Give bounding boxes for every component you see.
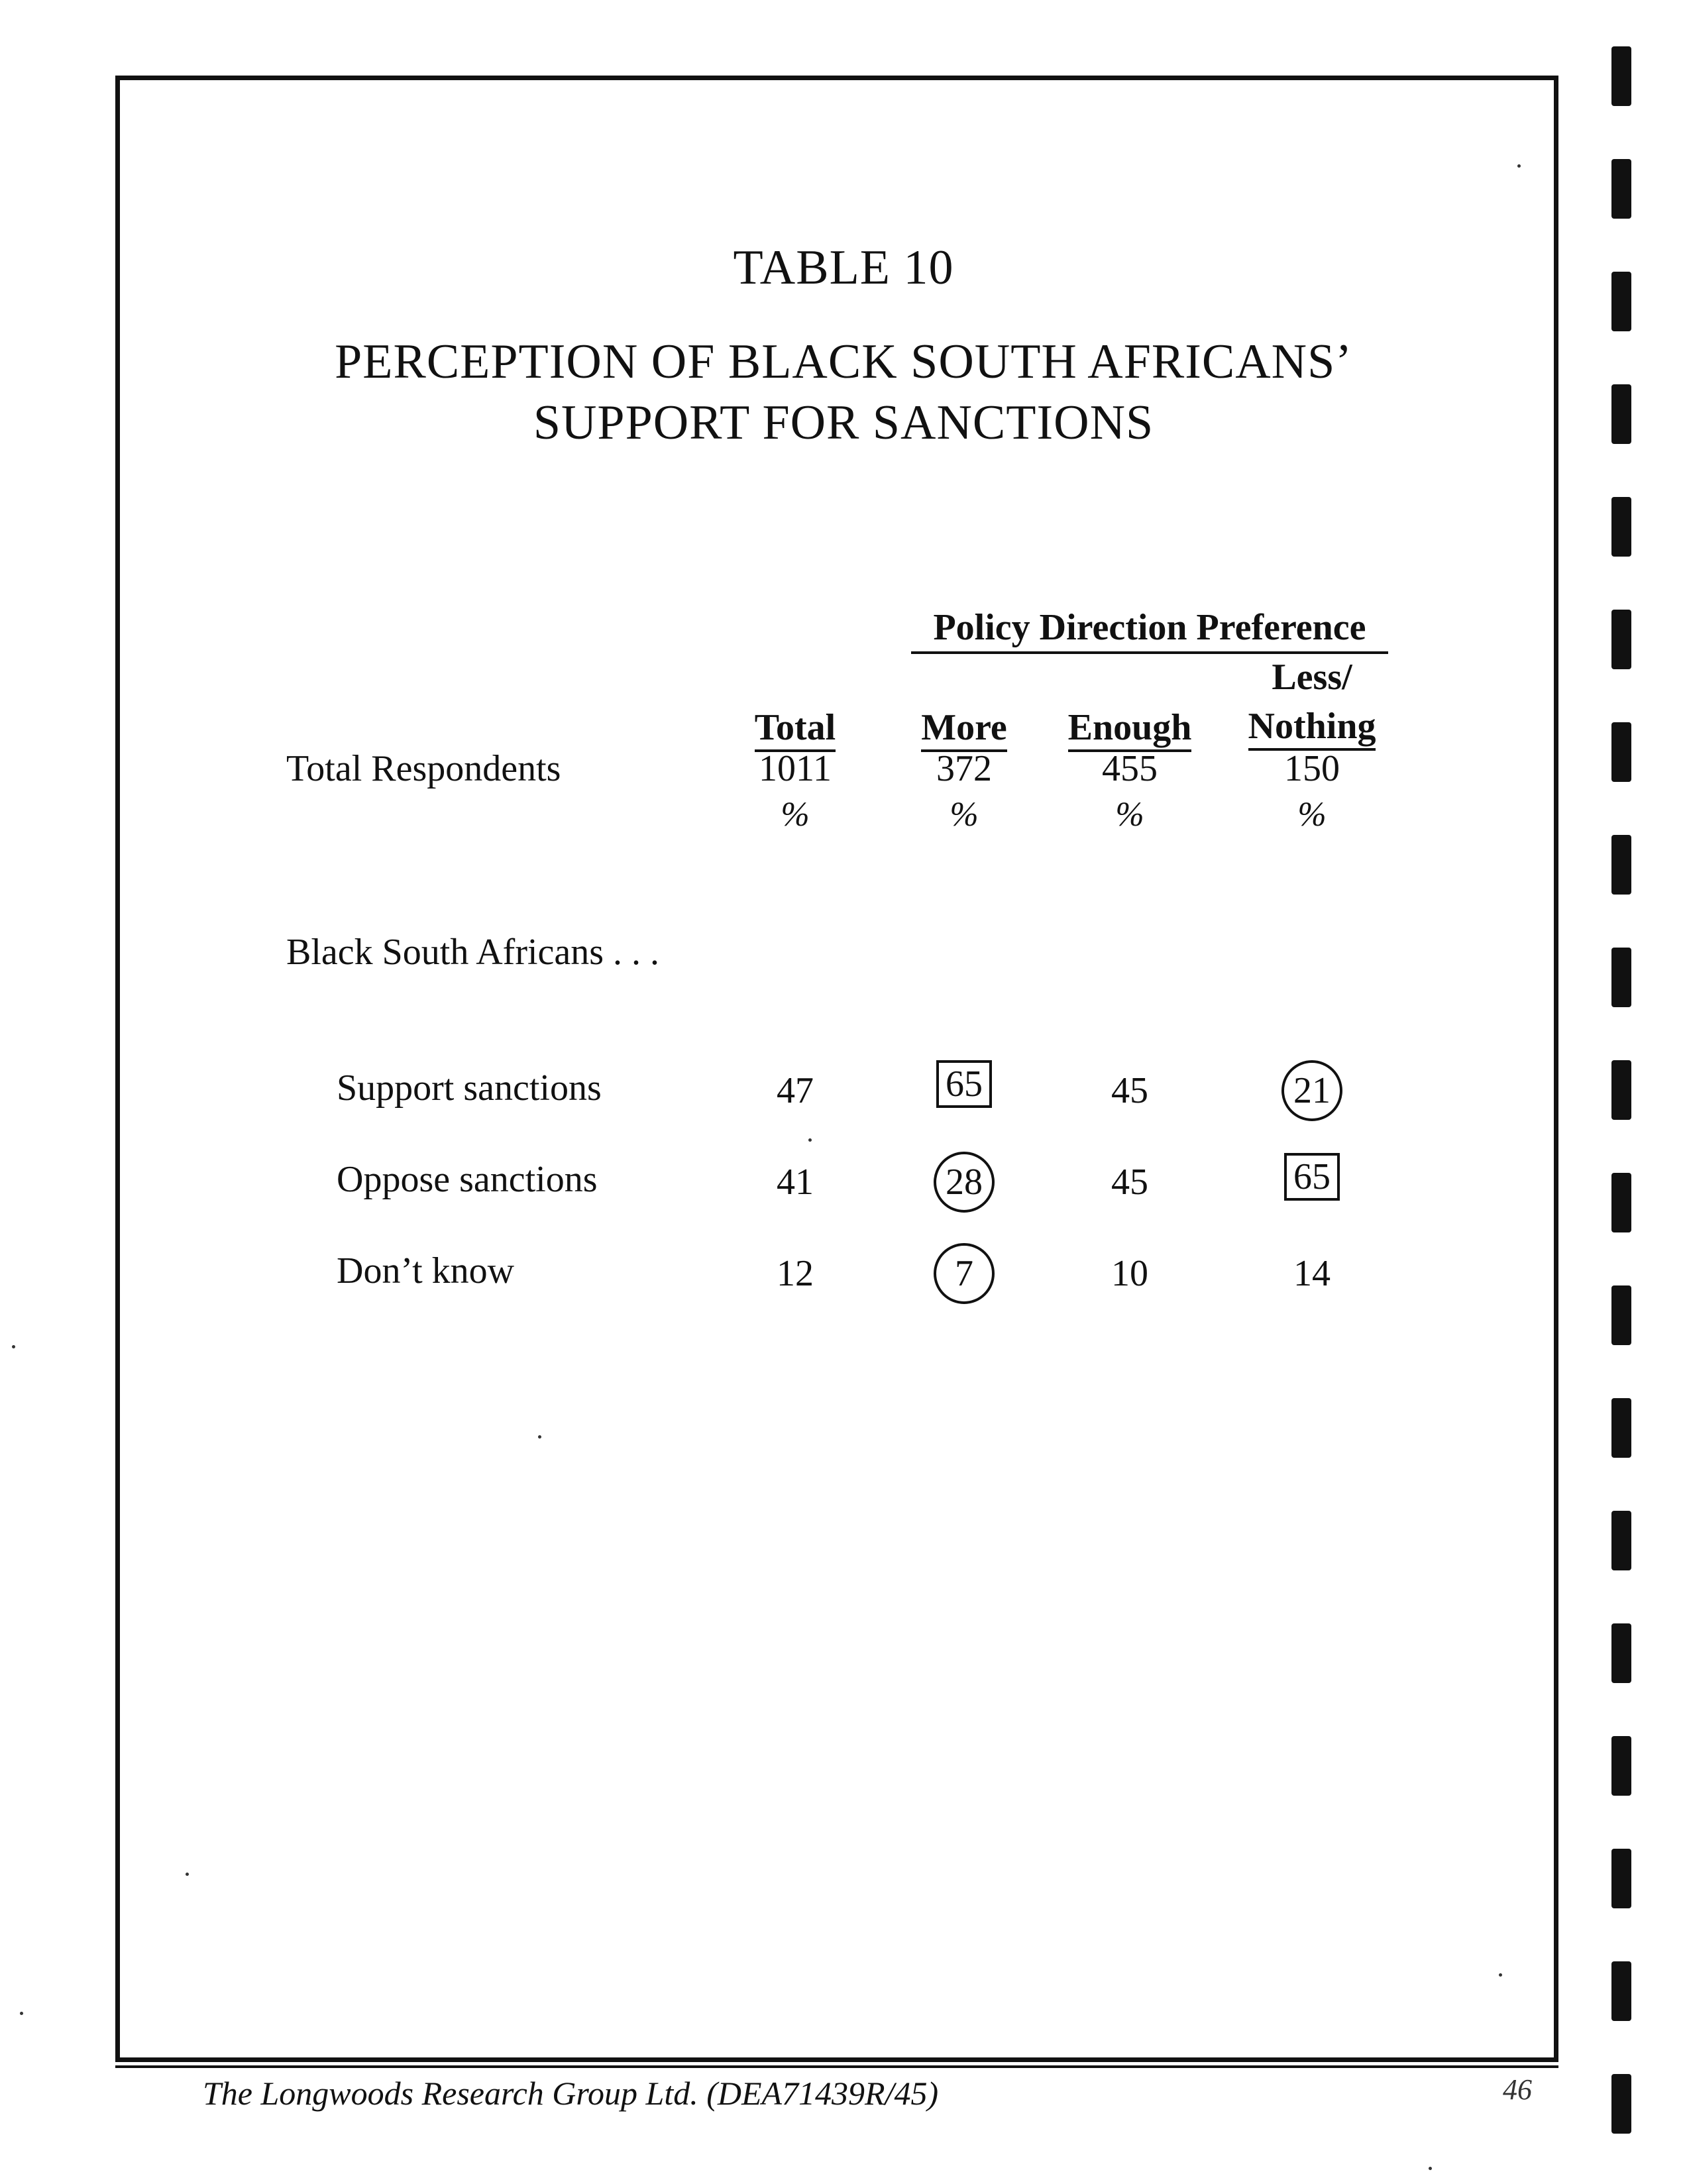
circle-mark: 7: [934, 1243, 995, 1304]
row-label-total-respondents: Total Respondents: [286, 748, 561, 789]
binding-mark: [1611, 1511, 1631, 1570]
circle-mark: 28: [934, 1152, 995, 1213]
binding-mark: [1611, 1173, 1631, 1232]
binding-mark: [1611, 159, 1631, 219]
page-number: 46: [1503, 2073, 1532, 2106]
support-more: [898, 1060, 1030, 1108]
respondents-less: 150: [1284, 748, 1340, 789]
column-header-enough: Enough: [1054, 706, 1206, 749]
column-header-more: More: [898, 706, 1030, 749]
binding-mark: [1611, 384, 1631, 444]
binding-mark: [1611, 1623, 1631, 1683]
binding-mark: [1611, 610, 1631, 669]
scan-speck: [808, 1138, 812, 1142]
pct-total: %: [781, 796, 810, 834]
binding-mark: [1611, 497, 1631, 557]
binding-mark: [1611, 272, 1631, 331]
binding-mark: [1611, 1060, 1631, 1120]
scan-speck: [186, 1873, 189, 1876]
oppose-total: 41: [777, 1162, 814, 1203]
title-line-1: PERCEPTION OF BLACK SOUTH AFRICANS’: [335, 335, 1352, 389]
frame-bottom-rule: [115, 2065, 1558, 2068]
binding-mark: [1611, 1849, 1631, 1908]
oppose-less: [1232, 1153, 1391, 1201]
table-title: [0, 331, 1687, 453]
scan-speck: [1429, 2167, 1432, 2170]
binding-mark: [1611, 835, 1631, 895]
support-less: [1232, 1060, 1391, 1121]
binding-mark: [1611, 1285, 1631, 1345]
section-label: Black South Africans . . .: [286, 932, 660, 973]
column-header-less: [1232, 656, 1391, 747]
group-header-rule: [911, 651, 1388, 654]
scan-speck: [1517, 164, 1521, 168]
column-header-less-line2: Nothing: [1248, 706, 1376, 751]
row-label-oppose: Oppose sanctions: [337, 1159, 598, 1200]
binding-mark: [1611, 2074, 1631, 2134]
support-total: 47: [777, 1070, 814, 1111]
scan-speck: [538, 1435, 541, 1439]
circle-mark: 21: [1281, 1060, 1342, 1121]
oppose-enough: 45: [1111, 1162, 1148, 1203]
row-label-support: Support sanctions: [337, 1067, 602, 1109]
table-label: TABLE 10: [733, 241, 954, 295]
respondents-total: 1011: [759, 748, 832, 789]
dont-know-enough: 10: [1111, 1253, 1148, 1294]
support-enough: 45: [1111, 1070, 1148, 1111]
column-header-less-line1: Less/: [1272, 657, 1352, 698]
respondents-more: 372: [936, 748, 992, 789]
box-mark: 65: [936, 1060, 992, 1108]
group-header: Policy Direction Preference: [933, 607, 1366, 648]
title-line-2: SUPPORT FOR SANCTIONS: [533, 396, 1154, 450]
dont-know-more: [898, 1243, 1030, 1304]
binding-mark: [1611, 1961, 1631, 2021]
binding-mark: [1611, 1398, 1631, 1458]
dont-know-total: 12: [777, 1253, 814, 1294]
oppose-more: [898, 1152, 1030, 1213]
row-label-dont-know: Don’t know: [337, 1250, 515, 1291]
dont-know-less: 14: [1293, 1253, 1331, 1294]
footer-source: The Longwoods Research Group Ltd. (DEA71439R/45): [203, 2075, 939, 2112]
scan-speck: [1499, 1973, 1502, 1977]
binding-mark: [1611, 46, 1631, 106]
scan-speck: [20, 2012, 23, 2015]
box-mark: 65: [1284, 1153, 1340, 1201]
pct-less: %: [1297, 796, 1327, 834]
pct-more: %: [950, 796, 979, 834]
binding-mark: [1611, 948, 1631, 1007]
pct-enough: %: [1115, 796, 1144, 834]
respondents-enough: 455: [1102, 748, 1158, 789]
binding-mark: [1611, 722, 1631, 782]
binding-mark: [1611, 1736, 1631, 1796]
scan-speck: [12, 1345, 15, 1348]
column-header-total: Total: [729, 706, 861, 749]
